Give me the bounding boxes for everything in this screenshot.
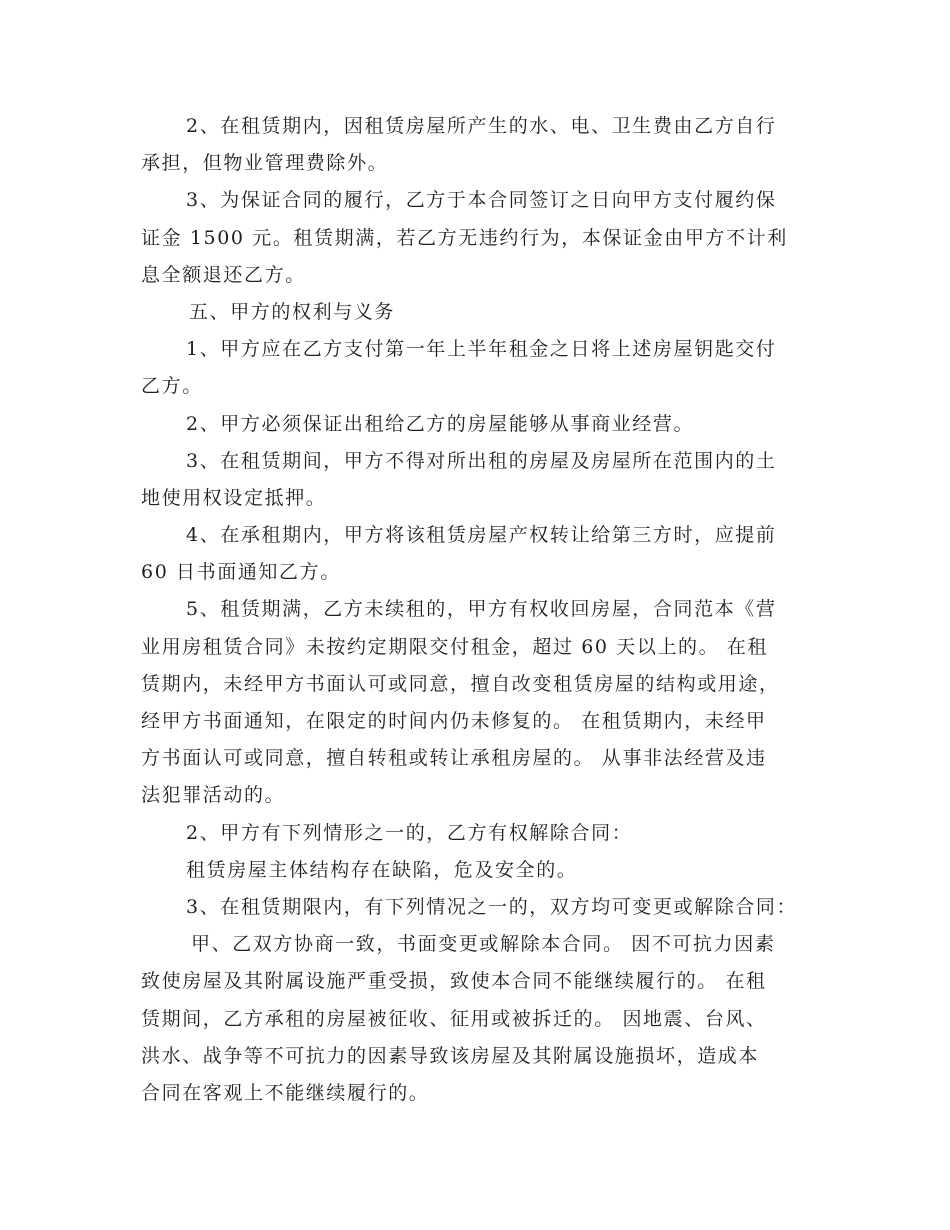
paragraph-line: 5、租赁期满，乙方未续租的，甲方有权收回房屋，合同范本《营 bbox=[186, 598, 777, 621]
paragraph-line: 承担，但物业管理费除外。 bbox=[141, 152, 389, 175]
paragraph-line: 3、在租赁期限内，有下列情况之一的，双方均可变更或解除合同： bbox=[186, 895, 798, 918]
paragraph-line: 证金 1500 元。租赁期满，若乙方无违约行为，本保证金由甲方不计利 bbox=[141, 226, 788, 249]
paragraph-line: 经甲方书面通知，在限定的时间内仍未修复的。 在租赁期内，未经甲 bbox=[141, 710, 767, 732]
paragraph-line: 法犯罪活动的。 bbox=[141, 784, 286, 807]
paragraph-line: 2、甲方有下列情形之一的，乙方有权解除合同： bbox=[186, 821, 633, 844]
paragraph-line: 地使用权设定抵押。 bbox=[141, 486, 327, 509]
paragraph-line: 赁期间，乙方承租的房屋被征收、征用或被拆迁的。 因地震、台风、 bbox=[141, 1007, 767, 1030]
paragraph-line: 合同在客观上不能继续履行的。 bbox=[141, 1081, 430, 1104]
paragraph-line: 业用房租赁合同》未按约定期限交付租金，超过 60 天以上的。 在租 bbox=[141, 635, 769, 658]
paragraph-line: 乙方。 bbox=[141, 375, 203, 398]
document-body bbox=[141, 108, 811, 1112]
paragraph-line: 致使房屋及其附属设施严重受损，致使本合同不能继续履行的。 在租 bbox=[141, 970, 767, 993]
paragraph-line: 租赁房屋主体结构存在缺陷，危及安全的。 bbox=[186, 858, 578, 881]
paragraph-line: 赁期内，未经甲方书面认可或同意，擅自改变租赁房屋的结构或用途， bbox=[141, 672, 780, 695]
paragraph-line: 3、为保证合同的履行，乙方于本合同签订之日向甲方支付履约保 bbox=[186, 189, 777, 212]
paragraph-line: 洪水、战争等不可抗力的因素导致该房屋及其附属设施损坏，造成本 bbox=[141, 1044, 760, 1067]
paragraph-line: 息全额退还乙方。 bbox=[141, 263, 306, 286]
paragraph-line: 甲、乙双方协商一致，书面变更或解除本合同。 因不可抗力因素 bbox=[191, 933, 776, 956]
paragraph-line: 2、甲方必须保证出租给乙方的房屋能够从事商业经营。 bbox=[186, 412, 695, 435]
paragraph-line: 4、在承租期内，甲方将该租赁房屋产权转让给第三方时，应提前 bbox=[186, 524, 777, 547]
paragraph-line: 1、甲方应在乙方支付第一年上半年租金之日将上述房屋钥匙交付 bbox=[186, 338, 777, 361]
paragraph-line: 方书面认可或同意，擅自转租或转让承租房屋的。 从事非法经营及违 bbox=[141, 747, 767, 770]
paragraph-line: 2、在租赁期内，因租赁房屋所产生的水、电、卫生费由乙方自行 bbox=[186, 115, 777, 137]
paragraph-line: 3、在租赁期间，甲方不得对所出租的房屋及房屋所在范围内的土 bbox=[186, 449, 777, 472]
paragraph-line: 60 日书面通知乙方。 bbox=[141, 561, 341, 584]
section-heading: 五、甲方的权利与义务 bbox=[189, 300, 396, 323]
